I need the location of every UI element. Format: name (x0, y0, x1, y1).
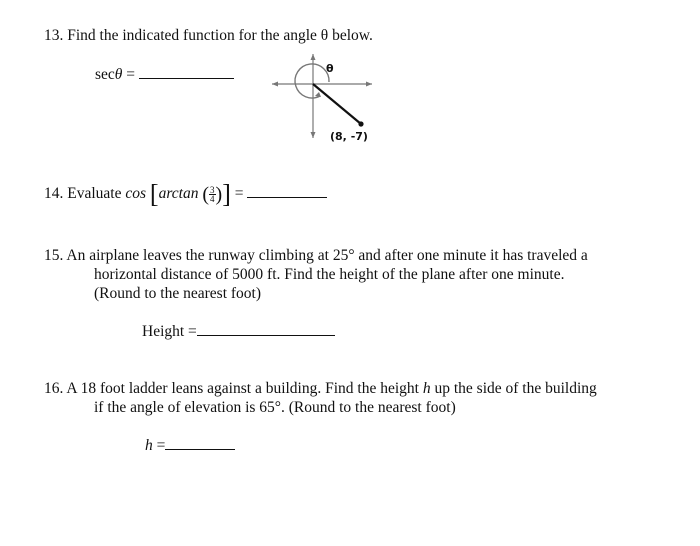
q14-line (44, 179, 327, 209)
point-label: (8, -7) (330, 130, 368, 143)
q14-equals: = (234, 185, 244, 202)
q13-number: 13. (44, 27, 64, 44)
q13-equals: = (126, 66, 136, 83)
q14-func-outer: cos (125, 185, 147, 202)
q14-number: 14. (44, 185, 64, 202)
q13-prompt-line (44, 26, 373, 45)
q15-number: 15. (44, 247, 64, 264)
theta-label: θ (326, 62, 334, 75)
x-axis-arrow-right-icon (366, 82, 372, 87)
q13-prompt: Find the indicated function for the angle θ below. (67, 27, 373, 44)
q14-left-paren: ( (202, 183, 210, 206)
q14-frac-num: 3 (210, 184, 215, 195)
q14-func-inner: arctan (158, 185, 199, 202)
terminal-point (358, 121, 363, 126)
q15-answer-blank[interactable] (197, 335, 335, 336)
q16-text-post: up the side of the building (430, 380, 597, 397)
q13-func: sec (95, 66, 115, 83)
q15-line1 (44, 246, 588, 265)
q15-text-line2: horizontal distance of 5000 ft. Find the height of the plane after one minute. (94, 266, 565, 283)
q16-answer-var: h (145, 437, 153, 454)
q14-right-paren: ) (215, 183, 223, 206)
x-axis-arrow-left-icon (272, 82, 278, 87)
q14-frac-den: 4 (210, 193, 215, 204)
q15-text-line1: An airplane leaves the runway climbing at 25° and after one minute it has traveled a (66, 247, 588, 264)
q16-text-var: h (422, 380, 431, 397)
q14-left-bracket: [ (149, 179, 159, 209)
q14-answer-blank[interactable] (247, 197, 327, 198)
q16-text-pre: A 18 foot ladder leans against a building. Find the height (66, 380, 423, 397)
terminal-ray (313, 84, 361, 124)
y-axis-arrow-up-icon (311, 54, 316, 60)
q13-var: θ (114, 66, 123, 83)
q16-answer-equals: = (156, 437, 166, 454)
q16-number: 16. (44, 380, 64, 397)
q16-answer (145, 436, 235, 455)
q16-text-line2: if the angle of elevation is 65°. (Round to the nearest foot) (94, 399, 456, 416)
q15-text-line3: (Round to the nearest foot) (94, 285, 262, 302)
q14-prompt: Evaluate (67, 185, 122, 202)
q16-answer-blank[interactable] (165, 449, 235, 450)
q15-answer (142, 322, 335, 341)
q14-right-bracket: ] (222, 179, 231, 209)
q15-answer-label: Height = (142, 323, 197, 340)
q13-answer-blank[interactable] (139, 78, 234, 79)
q13-angle-diagram (268, 50, 380, 150)
angle-arc-arrow-icon (315, 92, 321, 97)
q13-answer (95, 65, 234, 84)
y-axis-arrow-down-icon (311, 132, 316, 138)
q16-line1 (44, 379, 597, 398)
